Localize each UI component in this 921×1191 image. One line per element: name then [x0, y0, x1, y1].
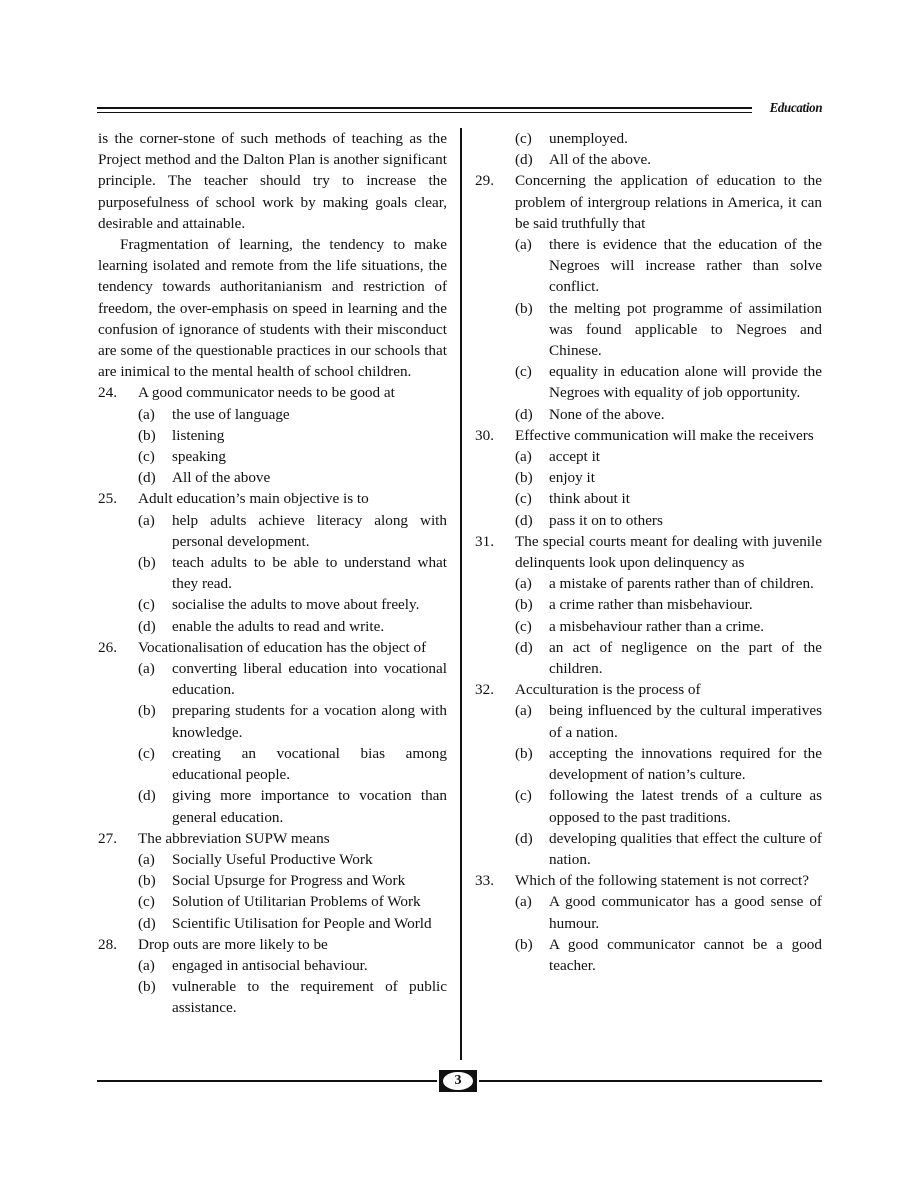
option: [475, 700, 822, 742]
option: [98, 552, 447, 594]
option-text: enjoy it: [549, 469, 595, 487]
option: [98, 913, 447, 934]
option-text: All of the above: [172, 469, 271, 487]
option-text: All of the above.: [549, 151, 652, 169]
option: [475, 934, 822, 976]
question-26: [98, 637, 447, 658]
option: [475, 361, 822, 403]
option: [475, 298, 822, 362]
question-28: [98, 934, 447, 955]
option-text: a misbehaviour rather than a crime.: [549, 617, 765, 635]
option-label: (d): [515, 511, 533, 529]
footer-rule-left: [97, 1080, 437, 1082]
question-stem: Effective communication will make the receivers: [515, 426, 814, 444]
question-number: 30.: [475, 426, 494, 444]
option-label: (c): [138, 448, 155, 466]
option: [475, 446, 822, 467]
option-text: enable the adults to read and write.: [172, 617, 385, 635]
option: [475, 467, 822, 488]
question-number: 32.: [475, 681, 494, 699]
option: [98, 446, 447, 467]
option: [475, 488, 822, 509]
option: [98, 700, 447, 742]
question-number: 27.: [98, 829, 117, 847]
question-25: [98, 488, 447, 509]
option-label: (b): [515, 935, 533, 953]
option-text: socialise the adults to move about freely.: [172, 596, 420, 614]
question-stem: Acculturation is the process of: [515, 681, 701, 699]
option-text: engaged in antisocial behaviour.: [172, 956, 368, 974]
question-number: 31.: [475, 532, 494, 550]
option-text: the melting pot programme of assimilation was found applicable to Negroes and Chinese.: [549, 299, 822, 360]
option-text: speaking: [172, 448, 226, 466]
option-text: A good communicator has a good sense of humour.: [549, 893, 822, 932]
option: [98, 785, 447, 827]
option-text: pass it on to others: [549, 511, 663, 529]
option-text: giving more importance to vocation than general education.: [172, 787, 447, 826]
question-27: [98, 828, 447, 849]
option: [475, 785, 822, 827]
question-stem: The special courts meant for dealing with juvenile delinquents look upon delinquency as: [515, 532, 822, 572]
option-label: (a): [515, 236, 532, 254]
option-text: listening: [172, 426, 225, 444]
footer-rule-right: [479, 1080, 822, 1082]
option: [98, 891, 447, 912]
option-label: (b): [138, 702, 156, 720]
option-label: (a): [138, 850, 155, 868]
question-stem: The abbreviation SUPW means: [138, 829, 330, 847]
question-stem: Drop outs are more likely to be: [138, 935, 328, 953]
option: [475, 828, 822, 870]
option: [475, 637, 822, 679]
option-text: Scientific Utilisation for People and World: [172, 914, 432, 932]
option-label: (b): [138, 426, 156, 444]
option: [98, 870, 447, 891]
option: [98, 976, 447, 1018]
option: [98, 510, 447, 552]
question-number: 25.: [98, 490, 117, 508]
page-footer: [97, 1068, 822, 1092]
question-stem: Concerning the application of education to the problem of intergroup relations in America, it can be said truthfully that: [515, 172, 822, 232]
option: [98, 849, 447, 870]
option: [475, 510, 822, 531]
option-label: (a): [515, 575, 532, 593]
question-30: [475, 425, 822, 446]
page-number: 3: [443, 1072, 473, 1090]
option-label: (c): [515, 617, 532, 635]
question-29: [475, 170, 822, 234]
option-text: a mistake of parents rather than of children.: [549, 575, 814, 593]
option-text: equality in education alone will provide the Negroes with equality of job opportunity.: [549, 363, 822, 402]
right-column: [475, 128, 822, 976]
option: [98, 955, 447, 976]
option-text: preparing students for a vocation along with knowledge.: [172, 702, 447, 741]
option: [98, 594, 447, 615]
option-label: (b): [515, 469, 533, 487]
option-label: (b): [515, 299, 533, 317]
running-header-title: Education: [769, 101, 822, 116]
option-label: (c): [515, 490, 532, 508]
option: [475, 234, 822, 298]
option-label: (d): [515, 405, 533, 423]
header-rule-thick: [97, 107, 752, 109]
option-text: teach adults to be able to understand what they read.: [172, 554, 447, 593]
option-text: there is evidence that the education of the Negroes will increase rather than solve conflict.: [549, 236, 822, 296]
question-number: 24.: [98, 384, 117, 402]
option-text: think about it: [549, 490, 630, 508]
question-number: 28.: [98, 935, 117, 953]
option-label: (a): [515, 893, 532, 911]
option-label: (b): [515, 744, 533, 762]
option-label: (b): [138, 554, 156, 572]
option-text: a crime rather than misbehaviour.: [549, 596, 753, 614]
option-label: (d): [138, 914, 156, 932]
option-label: (a): [138, 511, 155, 529]
option-text: Solution of Utilitarian Problems of Work: [172, 893, 421, 911]
option-label: (c): [515, 787, 532, 805]
option-label: (b): [138, 872, 156, 890]
option-text: the use of language: [172, 405, 290, 423]
question-number: 26.: [98, 638, 117, 656]
intro-paragraph: Fragmentation of learning, the tendency to make learning isolated and remote from the life situations, the tendency towards authoritanianism and restriction of freedom, the over-emphasis on speed in learning and the confusion of ignorance of students with their misconduct are some of the questionable practices in our schools that are inimical to the mental health of school children.: [98, 236, 447, 381]
option-text: vulnerable to the requirement of public assistance.: [172, 978, 447, 1017]
option: [475, 743, 822, 785]
option-label: (b): [515, 596, 533, 614]
option: [475, 404, 822, 425]
option-label: (d): [138, 787, 156, 805]
option-label: (c): [138, 596, 155, 614]
option-label: (a): [138, 956, 155, 974]
option-text: unemployed.: [549, 130, 628, 147]
option: [98, 616, 447, 637]
question-number: 29.: [475, 172, 494, 190]
intro-paragraph: is the corner-stone of such methods of teaching as the Project method and the Dalton Plan is another significant principle. The teacher should try to increase the purposefulness of school work by making goals clear, desirable and attainable.: [98, 130, 447, 232]
question-31: [475, 531, 822, 573]
option-text: converting liberal education into vocational education.: [172, 660, 447, 699]
option-text: accept it: [549, 448, 601, 466]
question-stem: A good communicator needs to be good at: [138, 384, 395, 402]
page-number-badge: [439, 1070, 477, 1092]
option-text: following the latest trends of a culture as opposed to the past traditions.: [549, 787, 822, 826]
question-24: [98, 382, 447, 403]
option-text: help adults achieve literacy along with personal development.: [172, 511, 447, 550]
option-text: being influenced by the cultural imperatives of a nation.: [549, 702, 822, 741]
option-label: (c): [138, 893, 155, 911]
option: [475, 149, 822, 170]
option: [98, 467, 447, 488]
option-label: (c): [515, 363, 532, 381]
column-divider: [460, 128, 462, 1060]
option: [475, 128, 822, 149]
option: [98, 404, 447, 425]
option-label: (a): [138, 405, 155, 423]
option-label: (a): [138, 660, 155, 678]
option-text: accepting the innovations required for the development of nation’s culture.: [549, 744, 822, 784]
question-32: [475, 679, 822, 700]
option-label: (d): [138, 617, 156, 635]
option-label: (d): [515, 638, 533, 656]
option-text: A good communicator cannot be a good teacher.: [549, 935, 822, 974]
option-text: Socially Useful Productive Work: [172, 850, 373, 868]
option-text: creating an vocational bias among educational people.: [172, 744, 447, 784]
left-column: [98, 128, 447, 1019]
question-33: [475, 870, 822, 891]
question-number: 33.: [475, 872, 494, 890]
option: [98, 658, 447, 700]
page-header: [97, 100, 822, 120]
option-label: (d): [138, 469, 156, 487]
option-text: Social Upsurge for Progress and Work: [172, 872, 406, 890]
option: [98, 425, 447, 446]
header-rule-thin: [97, 112, 752, 113]
option-text: developing qualities that effect the culture of nation.: [549, 829, 822, 868]
option-label: (d): [515, 829, 533, 847]
option-label: (b): [138, 978, 156, 996]
question-stem: Vocationalisation of education has the object of: [138, 638, 427, 656]
option-text: an act of negligence on the part of the children.: [549, 638, 822, 678]
question-stem: Adult education’s main objective is to: [138, 490, 369, 508]
option-label: (d): [515, 151, 533, 169]
option: [475, 594, 822, 615]
option: [475, 891, 822, 933]
question-stem: Which of the following statement is not correct?: [515, 872, 809, 890]
option-label: (c): [515, 130, 532, 147]
option: [475, 616, 822, 637]
option: [98, 743, 447, 785]
option-label: (a): [515, 702, 532, 720]
option-text: None of the above.: [549, 405, 665, 423]
option-label: (c): [138, 744, 155, 762]
option: [475, 573, 822, 594]
option-label: (a): [515, 448, 532, 466]
